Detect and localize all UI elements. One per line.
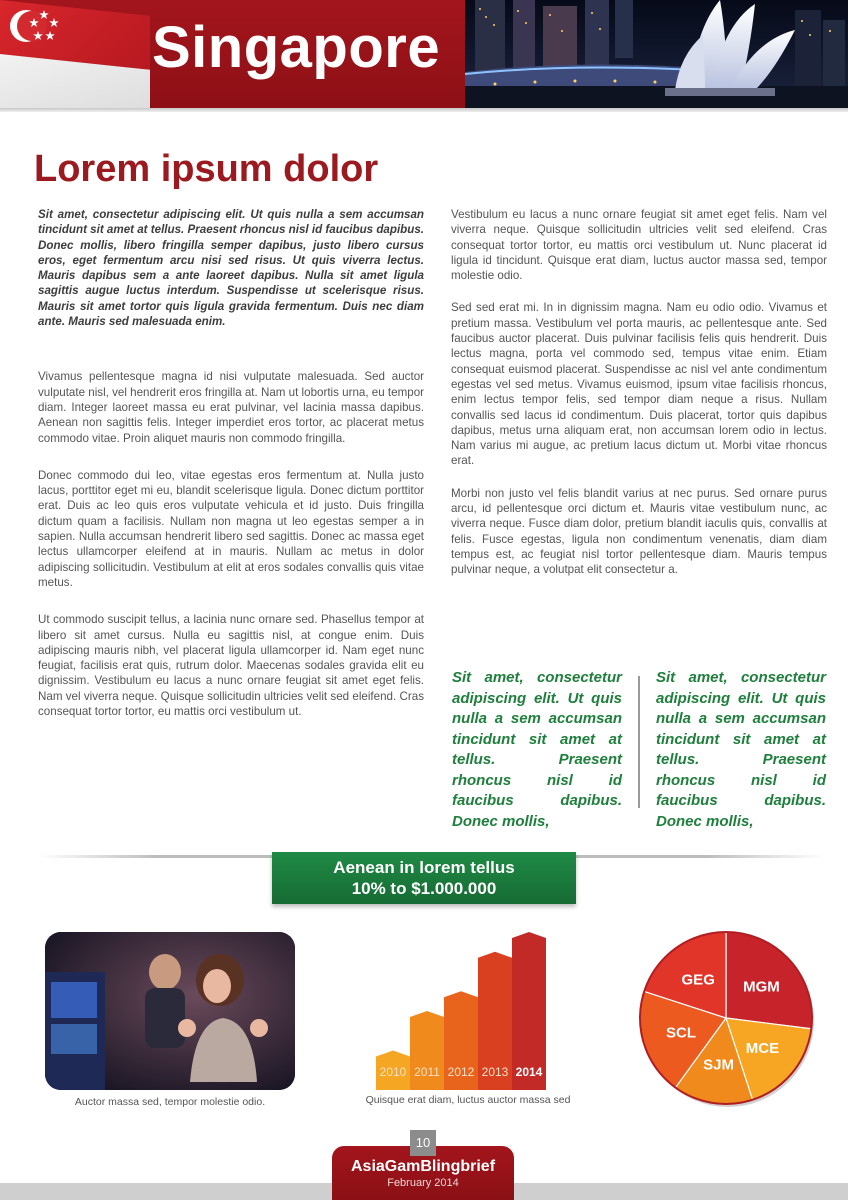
article-column-left: [38, 207, 424, 741]
crescent-stars-icon: [4, 2, 64, 48]
pie-label-mce: MCE: [745, 1040, 780, 1058]
bar-label-2010: 2010: [379, 1065, 407, 1079]
body-paragraph: Ut commodo suscipit tellus, a lacinia nunc ornare sed. Phasellus tempor at libero sit amet cursus. Nulla eu sagittis nisl, at congue enim. Duis adipiscing mauris nibh, vel placerat ligula ullamcorper id. Nam eget nunc feugiat, facilisis erat quis, rutrum dolor. Maecenas sodales gravida elit eu dignissim. Vestibulum eu lacus a nunc ornare feugiat sit amet eget felis. Nam vel viverra neque. Quisque sollicitudin ultricies velit sed eleifend. Cras consequat tortor tortor, eu mattis orci vestibulum ut.: [38, 613, 424, 719]
market-share-pie-chart: [636, 928, 816, 1108]
lead-paragraph: Sit amet, consectetur adipiscing elit. Ut quis nulla a sem accumsan tincidunt sit amet at tellus. Praesent rhoncus nisl id faucibus dapibus. Donec mollis, libero fringilla semper dapibus, justo libero cursus eros, eget fermentum arcu nisi sed risus. Ut quis viverra lectus. Mauris dapibus sem a ante laoreet dapibus. Nulla sit amet ligula sagittis augue luctus interdum. Suspendisse ut scelerisque risus. Mauris sit amet tortor quis ligula gravida fermentum. Duis nec diam ante. Mauris sed malesuada enim.: [38, 208, 424, 329]
bar-label-2012: 2012: [447, 1065, 475, 1079]
article-title: Lorem ipsum dolor: [34, 148, 379, 190]
chart-caption: Quisque erat diam, luctus auctor massa sed: [365, 1094, 571, 1106]
infographic-banner: [272, 852, 576, 904]
pie-label-scl: SCL: [666, 1024, 697, 1042]
quote-divider: [638, 676, 640, 808]
casino-photo: [45, 932, 295, 1090]
footer-date: February 2014: [387, 1177, 459, 1189]
body-paragraph: Vestibulum eu lacus a nunc ornare feugiat sit amet eget felis. Nam vel viverra neque. Quisque sollicitudin ultricies velit sed eleifend. Cras consequat tortor tortor, eu mattis orci vestibulum ut. Nunc placerat id ligula id tincidunt. Quisque erat diam, luctus auctor massa sed, tempor molestie odio.: [451, 208, 827, 283]
article-column-right: [451, 207, 827, 595]
footer-brand: AsiaGamBlingbrief: [350, 1158, 496, 1175]
header-divider: [0, 108, 848, 112]
page-title: Singapore: [152, 15, 441, 80]
pull-quote: Sit amet, consectetur adipiscing elit. Ut quis nulla a sem accumsan tincidunt sit amet at tellus. Praesent rhoncus nisl id faucibus dapibus. Donec mollis,: [452, 669, 622, 830]
bar-label-2011: 2011: [414, 1065, 440, 1079]
growth-bar-chart: [372, 924, 558, 1090]
bar-label-2014: 2014: [515, 1065, 543, 1079]
page-header: [0, 0, 848, 112]
pie-label-sjm: SJM: [703, 1056, 735, 1074]
pie-label-geg: GEG: [681, 971, 715, 989]
pie-label-mgm: MGM: [743, 978, 780, 996]
page-number: 10: [410, 1130, 436, 1156]
pull-quote: Sit amet, consectetur adipiscing elit. Ut quis nulla a sem accumsan tincidunt sit amet at tellus. Praesent rhoncus nisl id faucibus dapibus. Donec mollis,: [656, 669, 826, 830]
singapore-flag-icon: [0, 0, 150, 108]
body-paragraph: Morbi non justo vel felis blandit varius at nec purus. Sed ornare purus arcu, id pellentesque orci dictum et. Mauris vitae vestibulum nunc, ac viverra neque. Fusce diam dolor, pretium blandit iaculis quis, convallis at felis. Fusce egestas, ligula non condimentum venenatis, diam diam tempus est, ac feugiat nisl tortor pellentesque diam. Mauris tempus pulvinar neque, a volutpat elit consectetur a.: [451, 486, 827, 577]
banner-subheading: 10% to $1.000.000: [351, 879, 497, 898]
banner-heading: Aenean in lorem tellus: [333, 858, 515, 877]
body-paragraph: Donec commodo dui leo, vitae egestas eros fermentum at. Nulla justo lacus, porttitor eget mi eu, blandit scelerisque ligula. Donec dictum porttitor erat. Duis ac leo quis eros vulputate vehicula et id justo. Duis fringilla dictum quam a facilisis. Nullam non magna ut leo egestas semper a in sapien. Nulla accumsan hendrerit libero sed sagittis. Donec ac massa eget lectus ullamcorper eleifend at in mauris. Nullam ac metus in dolor adipiscing sollicitudin. Vestibulum at elit at eros sodales convallis quis vitae metus.: [38, 468, 424, 589]
photo-caption: Auctor massa sed, tempor molestie odio.: [74, 1096, 266, 1108]
skyline-photo: [465, 0, 848, 108]
bar-label-2013: 2013: [481, 1065, 509, 1079]
body-paragraph: Vivamus pellentesque magna id nisi vulputate malesuada. Sed auctor vulputate nisl, vel hendrerit eros fringilla at. Nam ut lobortis urna, eu tempor diam. Integer laoreet massa eu erat pulvinar, vel lacinia massa dapibus. Aenean non sagittis felis. Integer imperdiet eros tortor, ac placerat metus commodo vitae. Proin aliquet mauris non commodo fringilla.: [38, 370, 425, 445]
body-paragraph: Sed sed erat mi. In in dignissim magna. Nam eu odio odio. Vivamus et pretium massa. Vestibulum vel porta mauris, ac pellentesque ante. Sed faucibus auctor placerat. Duis pulvinar facilisis felis quis hendrerit. Duis lectus magna, porta vel commodo sed, tempus vitae enim. Etiam consequat euismod placerat. Suspendisse ac nisl vel ante condimentum egestas vel sed metus. Vivamus euismod, ipsum vitae facilisis rhoncus, enim lectus tempor felis, sed tempor diam neque a risus. Nullam convallis sed lacus id condimentum. Duis placerat, tortor quis dapibus dapibus, metus urna aliquam erat, non accumsan lorem odio in lectus. Nam varius mi augue, ac pretium lacus dictum ut. Morbi vitae rhoncus erat.: [451, 301, 827, 468]
